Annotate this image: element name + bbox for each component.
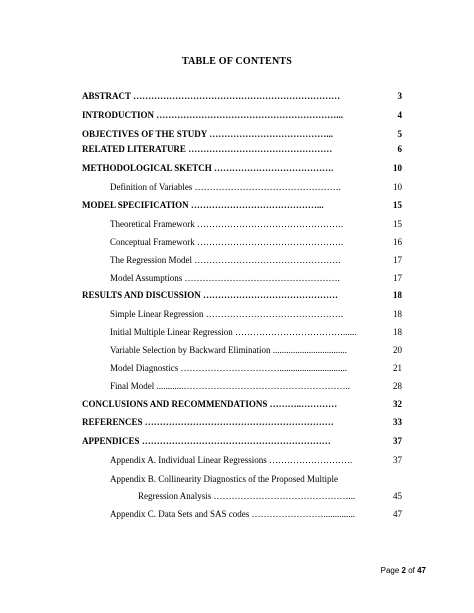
toc-entry-page: 45 [393,491,402,501]
toc-entry-label: OBJECTIVES OF THE STUDY …………………………………... [82,129,333,139]
page-number [381,566,426,575]
toc-entry-page: 21 [393,363,402,373]
page-title: TABLE OF CONTENTS [181,56,293,67]
toc-entry-label: Simple Linear Regression ………………………………………. [110,309,343,319]
toc-entry-definition-of-variables[interactable] [0,180,474,194]
toc-entry-label: Model Assumptions ……………………………………………. [110,273,340,283]
toc-entry-label: Definition of Variables …………………………………………. [110,182,341,192]
toc-entry-page: 18 [393,290,402,300]
toc-entry-label: Model Diagnostics …………………………….............................. [110,363,347,373]
toc-entry-variable-selection[interactable] [0,343,474,357]
toc-entry-page: 3 [397,91,402,101]
toc-entry-page: 37 [393,436,402,446]
toc-entry-page: 28 [393,381,402,391]
toc-entry-label: MODEL SPECIFICATION ……………………………………... [82,200,324,210]
toc-entry-label: REFERENCES ……………………………………………………… [82,417,334,427]
toc-entry-page: 47 [393,509,402,519]
toc-entry-label: The Regression Model …………………………………………. [110,255,341,265]
toc-entry-page: 10 [393,163,402,173]
toc-entry-page: 32 [393,399,402,409]
toc-entry-methodological-sketch[interactable] [0,161,474,175]
toc-entry-appendices[interactable] [0,434,474,448]
toc-entry-conceptual-framework[interactable] [0,235,474,249]
toc-entry-label: INTRODUCTION ……………………………………………………... [82,110,344,120]
toc-entry-label: CONCLUSIONS AND RECOMMENDATIONS ………..………… [82,399,338,409]
toc-entry-page: 17 [393,273,402,283]
toc-entry-related-literature[interactable] [0,142,474,156]
toc-entry-appendix-a[interactable] [0,453,474,467]
toc-entry-page: 33 [393,417,402,427]
toc-entry-label: ABSTRACT …………………………………………………………… [82,91,341,101]
toc-entry-page: 16 [393,237,402,247]
toc-entry-label: Variable Selection by Backward Elimination ................................. [110,345,347,355]
toc-entry-conclusions[interactable] [0,397,474,411]
toc-entry-model-specification[interactable] [0,198,474,212]
toc-entry-label: Appendix C. Data Sets and SAS codes …………………….............. [110,509,355,519]
toc-entry-page: 17 [393,255,402,265]
toc-entry-label: APPENDICES ……………………………………………………… [82,436,331,446]
toc-entry-page: 20 [393,345,402,355]
toc-entry-simple-linear-regression[interactable] [0,307,474,321]
toc-entry-appendix-c[interactable] [0,507,474,521]
toc-entry-label: Appendix A. Individual Linear Regressions ………………………. [110,455,353,465]
toc-entry-references[interactable] [0,415,474,429]
toc-entry-label: METHODOLOGICAL SKETCH …………………………………. [82,163,334,173]
toc-entry-abstract[interactable] [0,89,474,103]
toc-entry-page: 37 [393,455,402,465]
toc-entry-initial-multiple-regression[interactable] [0,325,474,339]
toc-entry-page: 18 [393,327,402,337]
toc-entry-page: 6 [397,144,402,154]
toc-entry-label: Initial Multiple Linear Regression ………………………………...... [110,327,357,337]
toc-entry-objectives[interactable] [0,127,474,141]
toc-entry-appendix-b-continued[interactable] [0,489,474,503]
toc-entry-page: 4 [397,110,402,120]
page-number-total: 47 [417,566,426,575]
toc-entry-page: 10 [393,182,402,192]
toc-entry-page: 18 [393,309,402,319]
toc-entry-label: Regression Analysis ………………………………………... [138,491,356,501]
toc-entry-label: Conceptual Framework …………………………………………. [110,237,344,247]
toc-entry-label: Theoretical Framework …………………………………………. [110,219,344,229]
toc-entry-regression-model[interactable] [0,253,474,267]
toc-entry-label: RELATED LITERATURE ………………………………………… [82,144,333,154]
toc-entry-results-and-discussion[interactable] [0,288,474,302]
toc-entry-appendix-b[interactable] [0,472,474,486]
toc-entry-model-diagnostics[interactable] [0,361,474,375]
toc-entry-page: 5 [397,129,402,139]
toc-entry-label: Final Model ............……………………………………………….. [110,381,350,391]
page-number-current: 2 [401,566,406,575]
toc-entry-label: RESULTS AND DISCUSSION ……………………………………… [82,290,338,300]
toc-entry-final-model[interactable] [0,379,474,393]
toc-entry-model-assumptions[interactable] [0,271,474,285]
page-number-of: of [405,566,418,575]
toc-entry-theoretical-framework[interactable] [0,217,474,231]
toc-entry-introduction[interactable] [0,108,474,122]
page-number-prefix: Page [380,566,402,575]
toc-entry-label: Appendix B. Collinearity Diagnostics of the Proposed Multiple [110,474,338,484]
toc-entry-page: 15 [393,219,402,229]
toc-entry-page: 15 [393,200,402,210]
